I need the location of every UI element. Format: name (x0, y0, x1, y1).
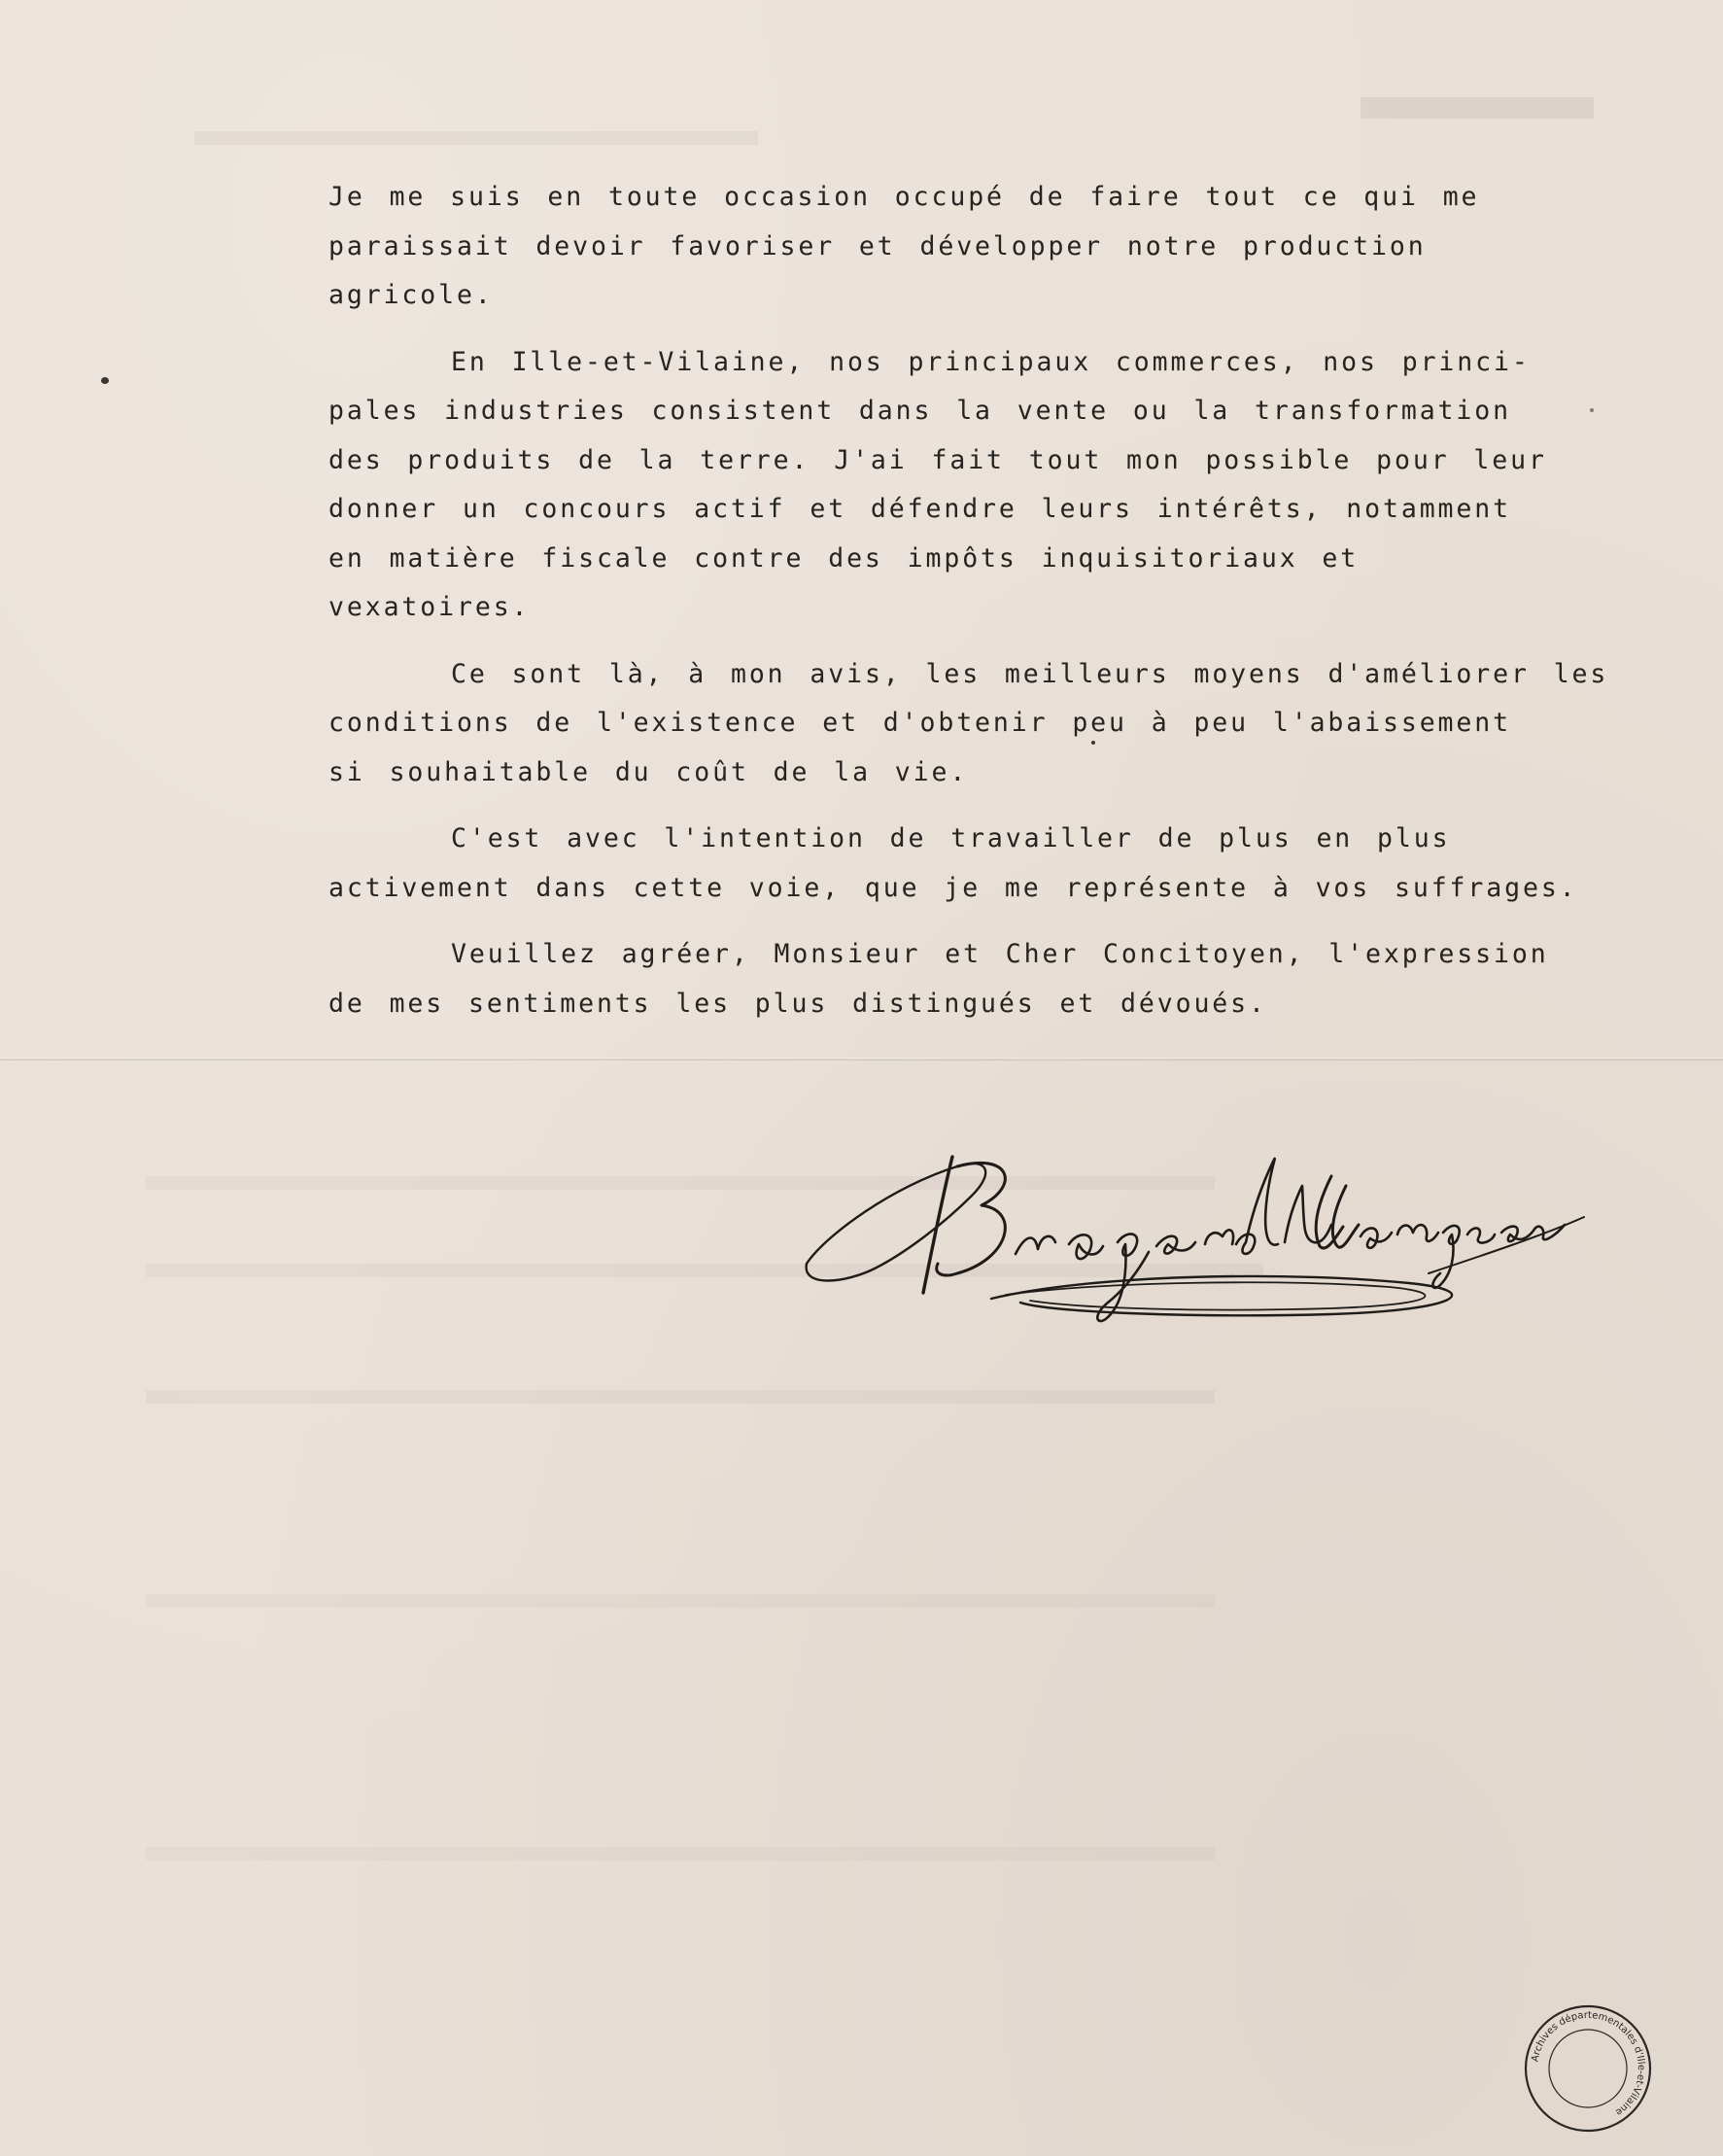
paper-fold-line (0, 1058, 1723, 1061)
text-line: Ce sont là, à mon avis, les meilleurs moyens d'améliorer les (451, 658, 1609, 689)
text-line: En Ille-et-Vilaine, nos principaux commerces, nos princi- (451, 346, 1531, 377)
paragraph (328, 173, 1611, 321)
text-line: vexatoires. (328, 592, 531, 622)
paragraph (328, 930, 1611, 1028)
handwritten-signature (787, 1128, 1603, 1341)
text-line: si souhaitable du coût de la vie. (328, 756, 969, 787)
text-line: paraissait devoir favoriser et développer notre production (328, 230, 1427, 261)
text-line: C'est avec l'intention de travailler de plus en plus (451, 823, 1451, 853)
text-line: agricole. (328, 280, 494, 310)
show-through-bleed (146, 1847, 1215, 1860)
text-line: donner un concours actif et défendre leurs intérêts, notamment (328, 494, 1511, 524)
show-through-bleed (1361, 97, 1594, 119)
text-line: des produits de la terre. J'ai fait tout mon possible pour leur (328, 444, 1547, 475)
archive-stamp (1522, 2002, 1654, 2135)
text-line: pales industries consistent dans la vente ou la transformation (328, 396, 1511, 426)
text-line: en matière fiscale contre des impôts inquisitoriaux et (328, 542, 1360, 574)
paragraph (328, 815, 1611, 913)
archive-stamp-label: Archives départementales d'Ille-et-Vilaine (1530, 2009, 1647, 2118)
paragraph (328, 650, 1611, 798)
text-line: Veuillez agréer, Monsieur et Cher Concitoyen, l'expression (451, 939, 1549, 969)
show-through-bleed (146, 1390, 1215, 1404)
letter-body (328, 173, 1611, 1046)
text-line: activement dans cette voie, que je me représente à vos suffrages. (328, 872, 1578, 903)
show-through-bleed (146, 1594, 1215, 1608)
text-line: de mes sentiments les plus distingués et dévoués. (328, 988, 1267, 1019)
show-through-bleed (194, 131, 758, 145)
text-line: conditions de l'existence et d'obtenir peu à peu l'abaissement (328, 708, 1511, 738)
ink-speck (101, 377, 109, 384)
paragraph (328, 338, 1611, 633)
text-line: Je me suis en toute occasion occupé de faire tout ce qui me (328, 182, 1480, 212)
